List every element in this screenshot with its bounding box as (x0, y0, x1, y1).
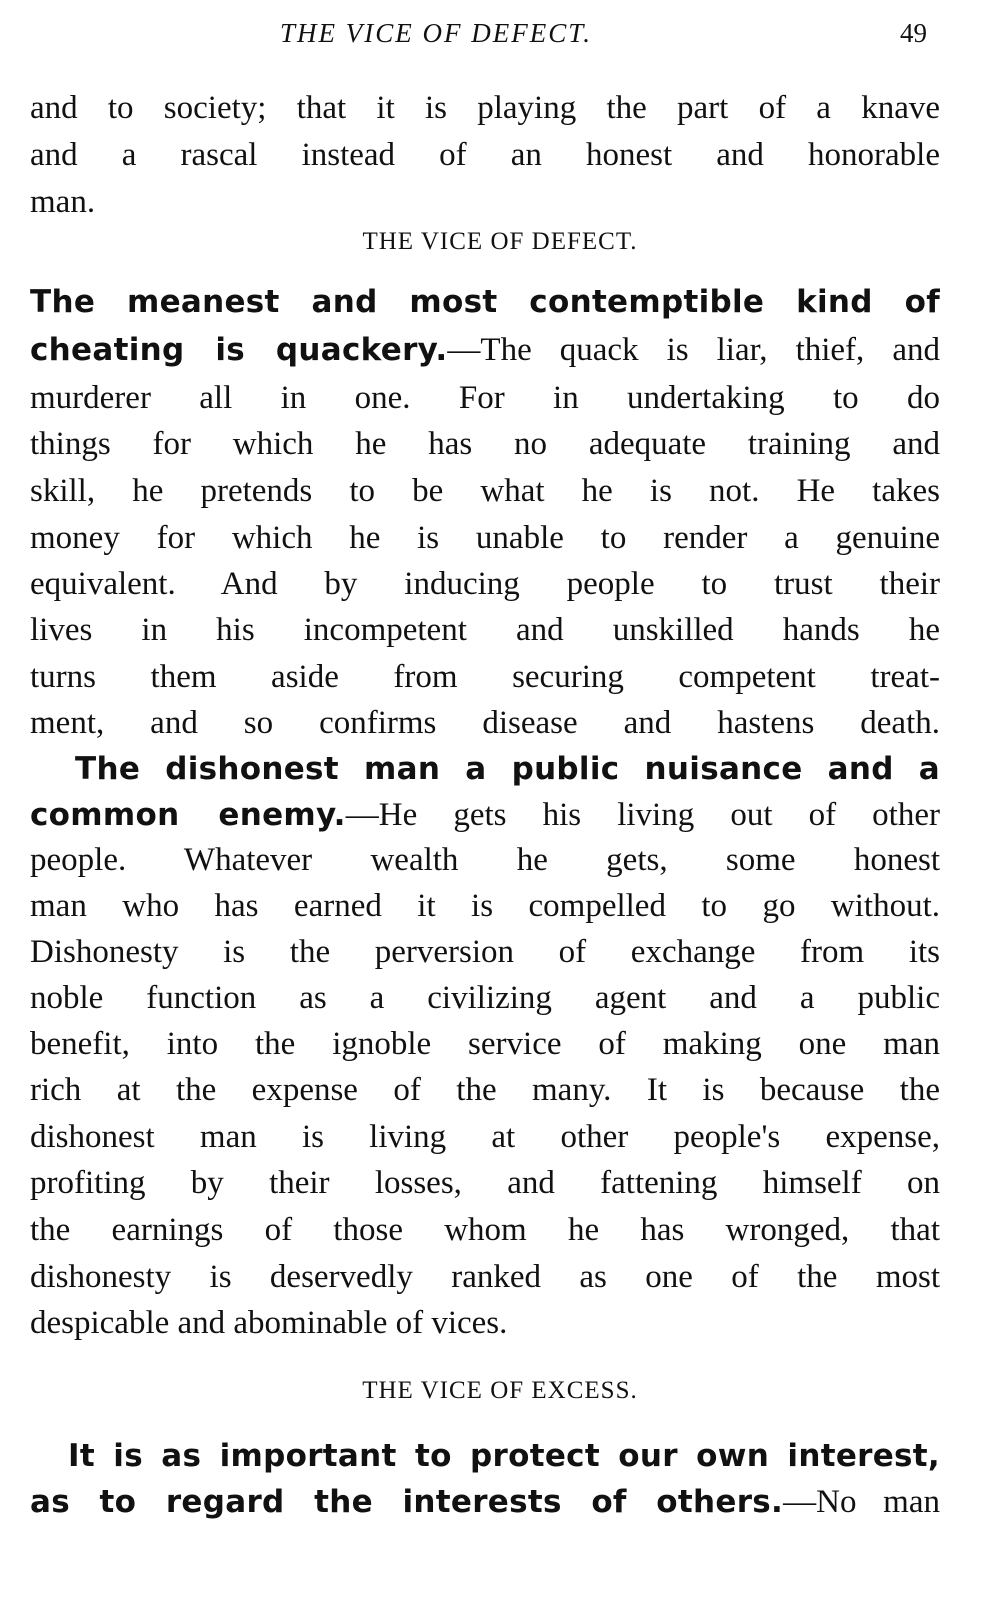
text-line: noble function as a civilizing agent and a public (30, 980, 940, 1016)
paragraph-lead: cheating is quackery. (30, 332, 448, 368)
paragraph-lead: It is as important to protect our own interest, (68, 1438, 940, 1474)
text-run: —No man (783, 1484, 940, 1520)
running-title: THE VICE OF DEFECT. (280, 18, 592, 48)
section-heading: THE VICE OF DEFECT. (362, 228, 638, 255)
text-line (30, 792, 940, 838)
text-line: equivalent. And by inducing people to trust their (30, 566, 940, 602)
text-line: Dishonesty is the perversion of exchange from its (30, 934, 940, 970)
text-line: people. Whatever wealth he gets, some honest (30, 842, 940, 878)
running-header (0, 18, 1000, 58)
paragraph-lead: The dishonest man a public nuisance and a (75, 751, 940, 787)
text-line: and to society; that it is playing the part of a knave (30, 90, 940, 126)
text-line: money for which he is unable to render a genuine (30, 520, 940, 556)
page-number: 49 (900, 18, 927, 48)
text-line: rich at the expense of the many. It is because the (30, 1072, 940, 1108)
text-line (30, 327, 940, 373)
text-line (30, 1479, 940, 1525)
text-line: turns them aside from securing competent treat- (30, 659, 940, 695)
paragraph-lead: common enemy. (30, 797, 346, 833)
text-line: despicable and abominable of vices. (30, 1305, 508, 1341)
text-line: lives in his incompetent and unskilled hands he (30, 612, 940, 648)
text-run: —The quack is liar, thief, and (447, 332, 940, 368)
text-line: ment, and so confirms disease and hastens death. (30, 705, 940, 741)
text-line: dishonest man is living at other people's expense, (30, 1119, 940, 1155)
paragraph-lead: The meanest and most contemptible kind of (30, 284, 940, 320)
text-line: dishonesty is deservedly ranked as one of the most (30, 1259, 940, 1295)
text-run: —He gets his living out of other (345, 797, 940, 833)
text-line: man who has earned it is compelled to go without. (30, 888, 940, 924)
text-line: benefit, into the ignoble service of making one man (30, 1026, 940, 1062)
text-line: the earnings of those whom he has wronged, that (30, 1212, 940, 1248)
text-line: murderer all in one. For in undertaking to do (30, 380, 940, 416)
text-line: things for which he has no adequate training and (30, 426, 940, 462)
section-heading: THE VICE OF EXCESS. (362, 1377, 638, 1404)
text-line: skill, he pretends to be what he is not. He takes (30, 473, 940, 509)
text-line: man. (30, 184, 96, 220)
paragraph-lead: as to regard the interests of others. (30, 1484, 784, 1520)
text-line: profiting by their losses, and fattening himself on (30, 1165, 940, 1201)
text-line: and a rascal instead of an honest and honorable (30, 137, 940, 173)
